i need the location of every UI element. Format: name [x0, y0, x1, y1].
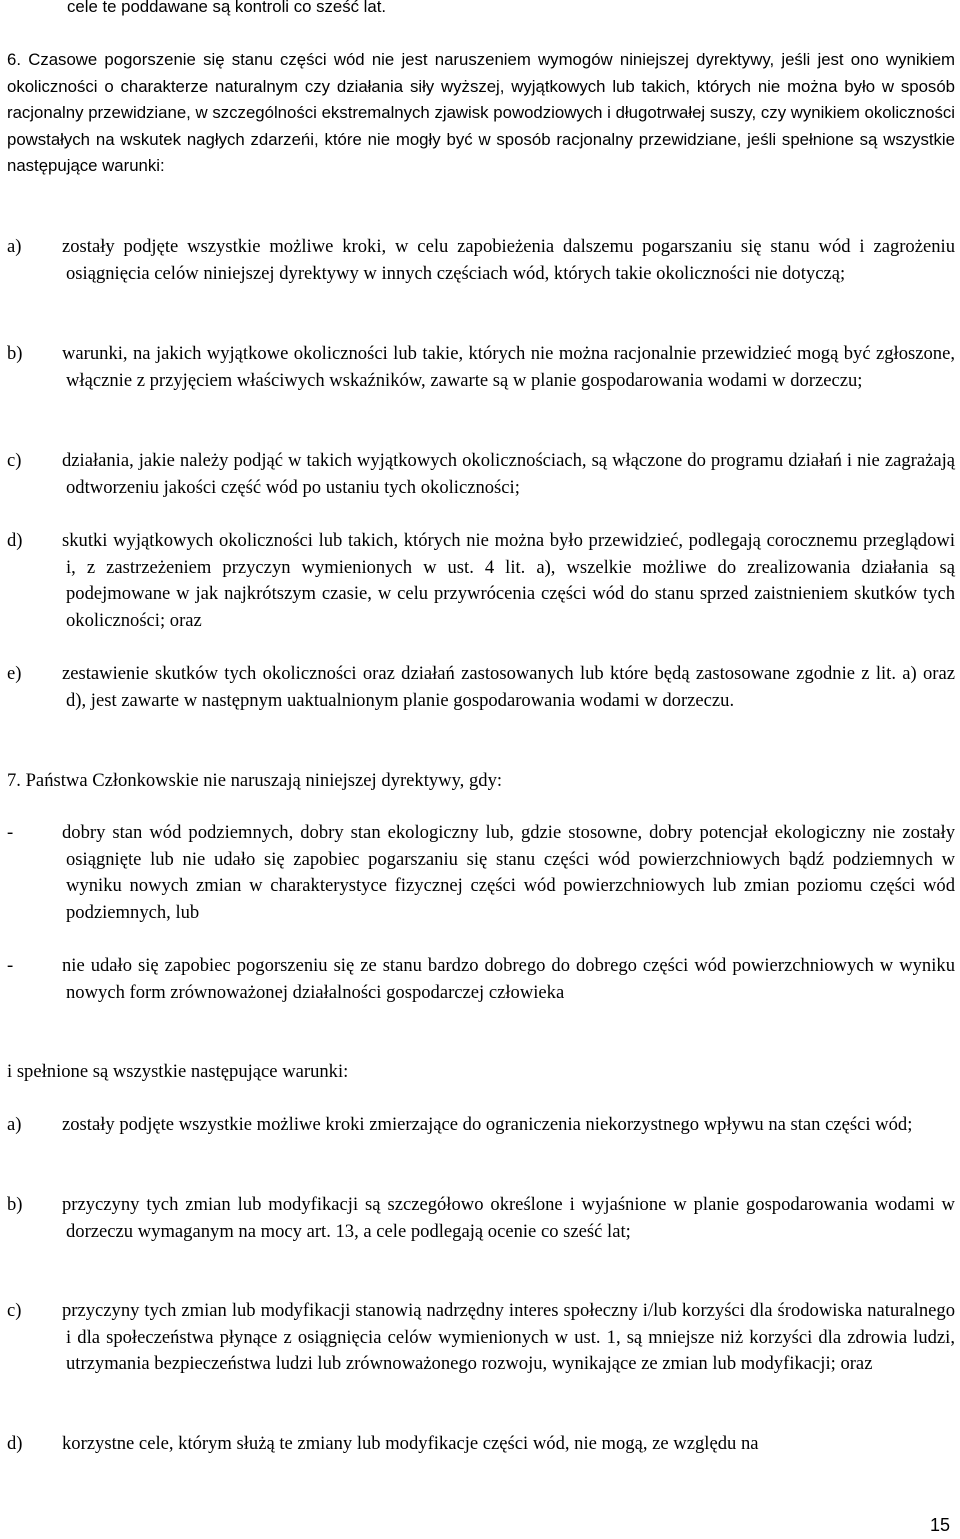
para6-item-e — [7, 661, 955, 714]
top-fragment: cele te poddawane są kontroli co sześć lat. — [67, 0, 387, 16]
item-text: dobry stan wód podziemnych, dobry stan ekologiczny lub, gdzie stosowne, dobry potencjał ekologiczny nie zostały osiągnięte lub nie udało się zapobiec pogarszaniu się stanu części wód powierzchniowych bądź podziemnych w wyniku nowych zmian w charakterystyce fizycznej części wód powierzchniowych lub zmian poziomu części wód podziemnych, lub — [62, 822, 955, 923]
item-text: warunki, na jakich wyjątkowe okoliczności lub takie, których nie można racjonalnie przewidzieć mogą być zgłoszone, włącznie z przyjęciem właściwych wskaźników, zawarte są w planie gospodarowania wodami w dorzeczu; — [62, 343, 955, 391]
para7-item-b — [7, 1192, 955, 1245]
item-marker: b) — [7, 1194, 23, 1215]
item-text: korzystne cele, którym służą te zmiany lub modyfikacje części wód, nie mogą, ze względu na — [62, 1433, 759, 1454]
para7-dash-item-2 — [7, 953, 955, 1006]
paragraph-6: 6. Czasowe pogorszenie się stanu części wód nie jest naruszeniem wymogów niniejszej dyrektywy, jeśli jest ono wynikiem okoliczności o charakterze naturalnym czy działania siły wyższej, wyjątkowych lub takich, których nie można było w sposób racjonalny przewidziane, w szczególności ekstremalnych zjawisk powodziowych i długotrwałej suszy, czy wynikiem okoliczności powstałych na wskutek nagłych zdarzeńi, które nie mogły być w sposób racjonalny przewidziane, jeśli spełnione są wszystkie następujące warunki: — [7, 50, 955, 176]
item-text: zostały podjęte wszystkie możliwe kroki, w celu zapobieżenia dalszemu pogarszaniu się stanu wód i zagrożeniu osiągnięcia celów niniejszej dyrektywy w innych częściach wód, których takie okoliczności nie dotyczą; — [62, 236, 955, 284]
para6-item-b — [7, 341, 955, 394]
para7-item-c — [7, 1298, 955, 1378]
para6-item-a — [7, 234, 955, 287]
para7-item-d — [7, 1431, 955, 1458]
conditions-lead: i spełnione są wszystkie następujące warunki: — [7, 1061, 349, 1082]
paragraph-7: 7. Państwa Członkowskie nie naruszają niniejszej dyrektywy, gdy: — [7, 770, 503, 791]
item-marker: d) — [7, 1433, 23, 1454]
item-text: przyczyny tych zmian lub modyfikacji stanowią nadrzędny interes społeczny i/lub korzyści dla środowiska naturalnego i dla społeczeństwa płynące z osiągnięcia celów wymienionych w ust. 1, są mniejsze niż korzyści dla zdrowia ludzi, utrzymania bezpieczeństwa ludzi lub zrównoważonego rozwoju, wynikające ze zmian lub modyfikacji; oraz — [62, 1300, 955, 1375]
item-marker: c) — [7, 1300, 22, 1321]
para6-item-d — [7, 528, 955, 634]
dash-marker: - — [7, 822, 14, 843]
item-marker: e) — [7, 663, 22, 684]
dash-marker: - — [7, 955, 14, 976]
item-text: działania, jakie należy podjąć w takich wyjątkowych okolicznościach, są włączone do programu działań i nie zagrażają odtworzeniu jakości część wód po ustaniu tych okoliczności; — [62, 450, 955, 498]
item-marker: d) — [7, 530, 23, 551]
item-marker: a) — [7, 236, 22, 257]
item-marker: c) — [7, 450, 22, 471]
para7-item-a — [7, 1112, 955, 1139]
item-text: zostały podjęte wszystkie możliwe kroki zmierzające do ograniczenia niekorzystnego wpływu na stan części wód; — [62, 1114, 913, 1135]
item-text: zestawienie skutków tych okoliczności oraz działań zastosowanych lub które będą zastosowane zgodnie z lit. a) oraz d), jest zawarte w następnym uaktualnionym planie gospodarowania wodami w dorzeczu. — [62, 663, 955, 711]
item-text: nie udało się zapobiec pogorszeniu się ze stanu bardzo dobrego do dobrego części wód powierzchniowych w wyniku nowych form zrównoważonej działalności gospodarczej człowieka — [62, 955, 955, 1003]
item-marker: b) — [7, 343, 23, 364]
item-text: przyczyny tych zmian lub modyfikacji są szczegółowo określone i wyjaśnione w planie gospodarowania wodami w dorzeczu wymaganym na mocy art. 13, a cele podlegają ocenie co sześć lat; — [62, 1194, 955, 1242]
para6-item-c — [7, 448, 955, 501]
para7-dash-item-1 — [7, 820, 955, 926]
page-number: 15 — [929, 1515, 950, 1535]
item-text: skutki wyjątkowych okoliczności lub takich, których nie można było przewidzieć, podlegają corocznemu przeglądowi i, z zastrzeżeniem przyczyn wymienionych w ust. 4 lit. a), wszelkie możliwe do zrealizowania działania są podejmowane w jak najkrótszym czasie, w celu przywrócenia części wód do stanu sprzed zaistnieniem skutków tych okoliczności; oraz — [62, 530, 955, 631]
item-marker: a) — [7, 1114, 22, 1135]
